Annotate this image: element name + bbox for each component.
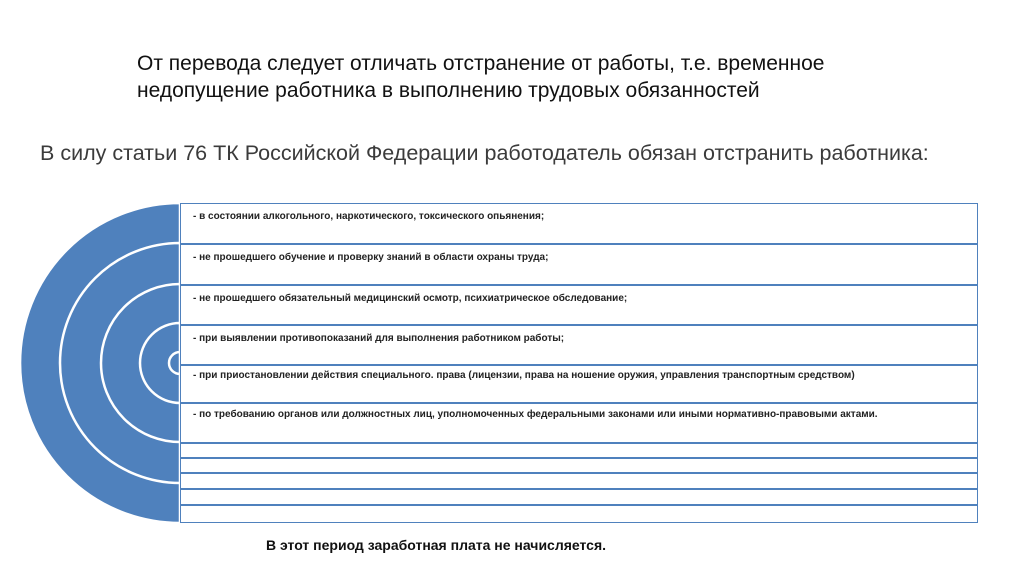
slide-subtitle: В силу статьи 76 ТК Российской Федерации работодатель обязан отстранить работника: xyxy=(40,141,929,165)
list-item xyxy=(180,489,978,505)
list-item: - не прошедшего обучение и проверку знаний в области охраны труда; xyxy=(180,244,978,285)
list-item: - при выявлении противопоказаний для выполнения работником работы; xyxy=(180,325,978,365)
list-item: - при приостановлении действия специального. права (лицензии, права на ношение оружия, управления транспортным средством) xyxy=(180,365,978,403)
list-item xyxy=(180,458,978,473)
list-item xyxy=(180,505,978,523)
list-item: - в состоянии алкогольного, наркотического, токсического опьянения; xyxy=(180,203,978,244)
list-item xyxy=(180,443,978,458)
footer-note: В этот период заработная плата не начисляется. xyxy=(266,537,607,553)
slide-title: От перевода следует отличать отстранение от работы, т.е. временное недопущение работника в выполнению трудовых обязанностей xyxy=(137,52,825,102)
arc-ring-5 xyxy=(169,352,180,374)
list-item xyxy=(180,473,978,489)
list-item: - не прошедшего обязательный медицинский осмотр, психиатрическое обследование; xyxy=(180,285,978,325)
list-item: - по требованию органов или должностных лиц, уполномоченных федеральными законами или иными нормативно-правовыми актами. xyxy=(180,403,978,443)
